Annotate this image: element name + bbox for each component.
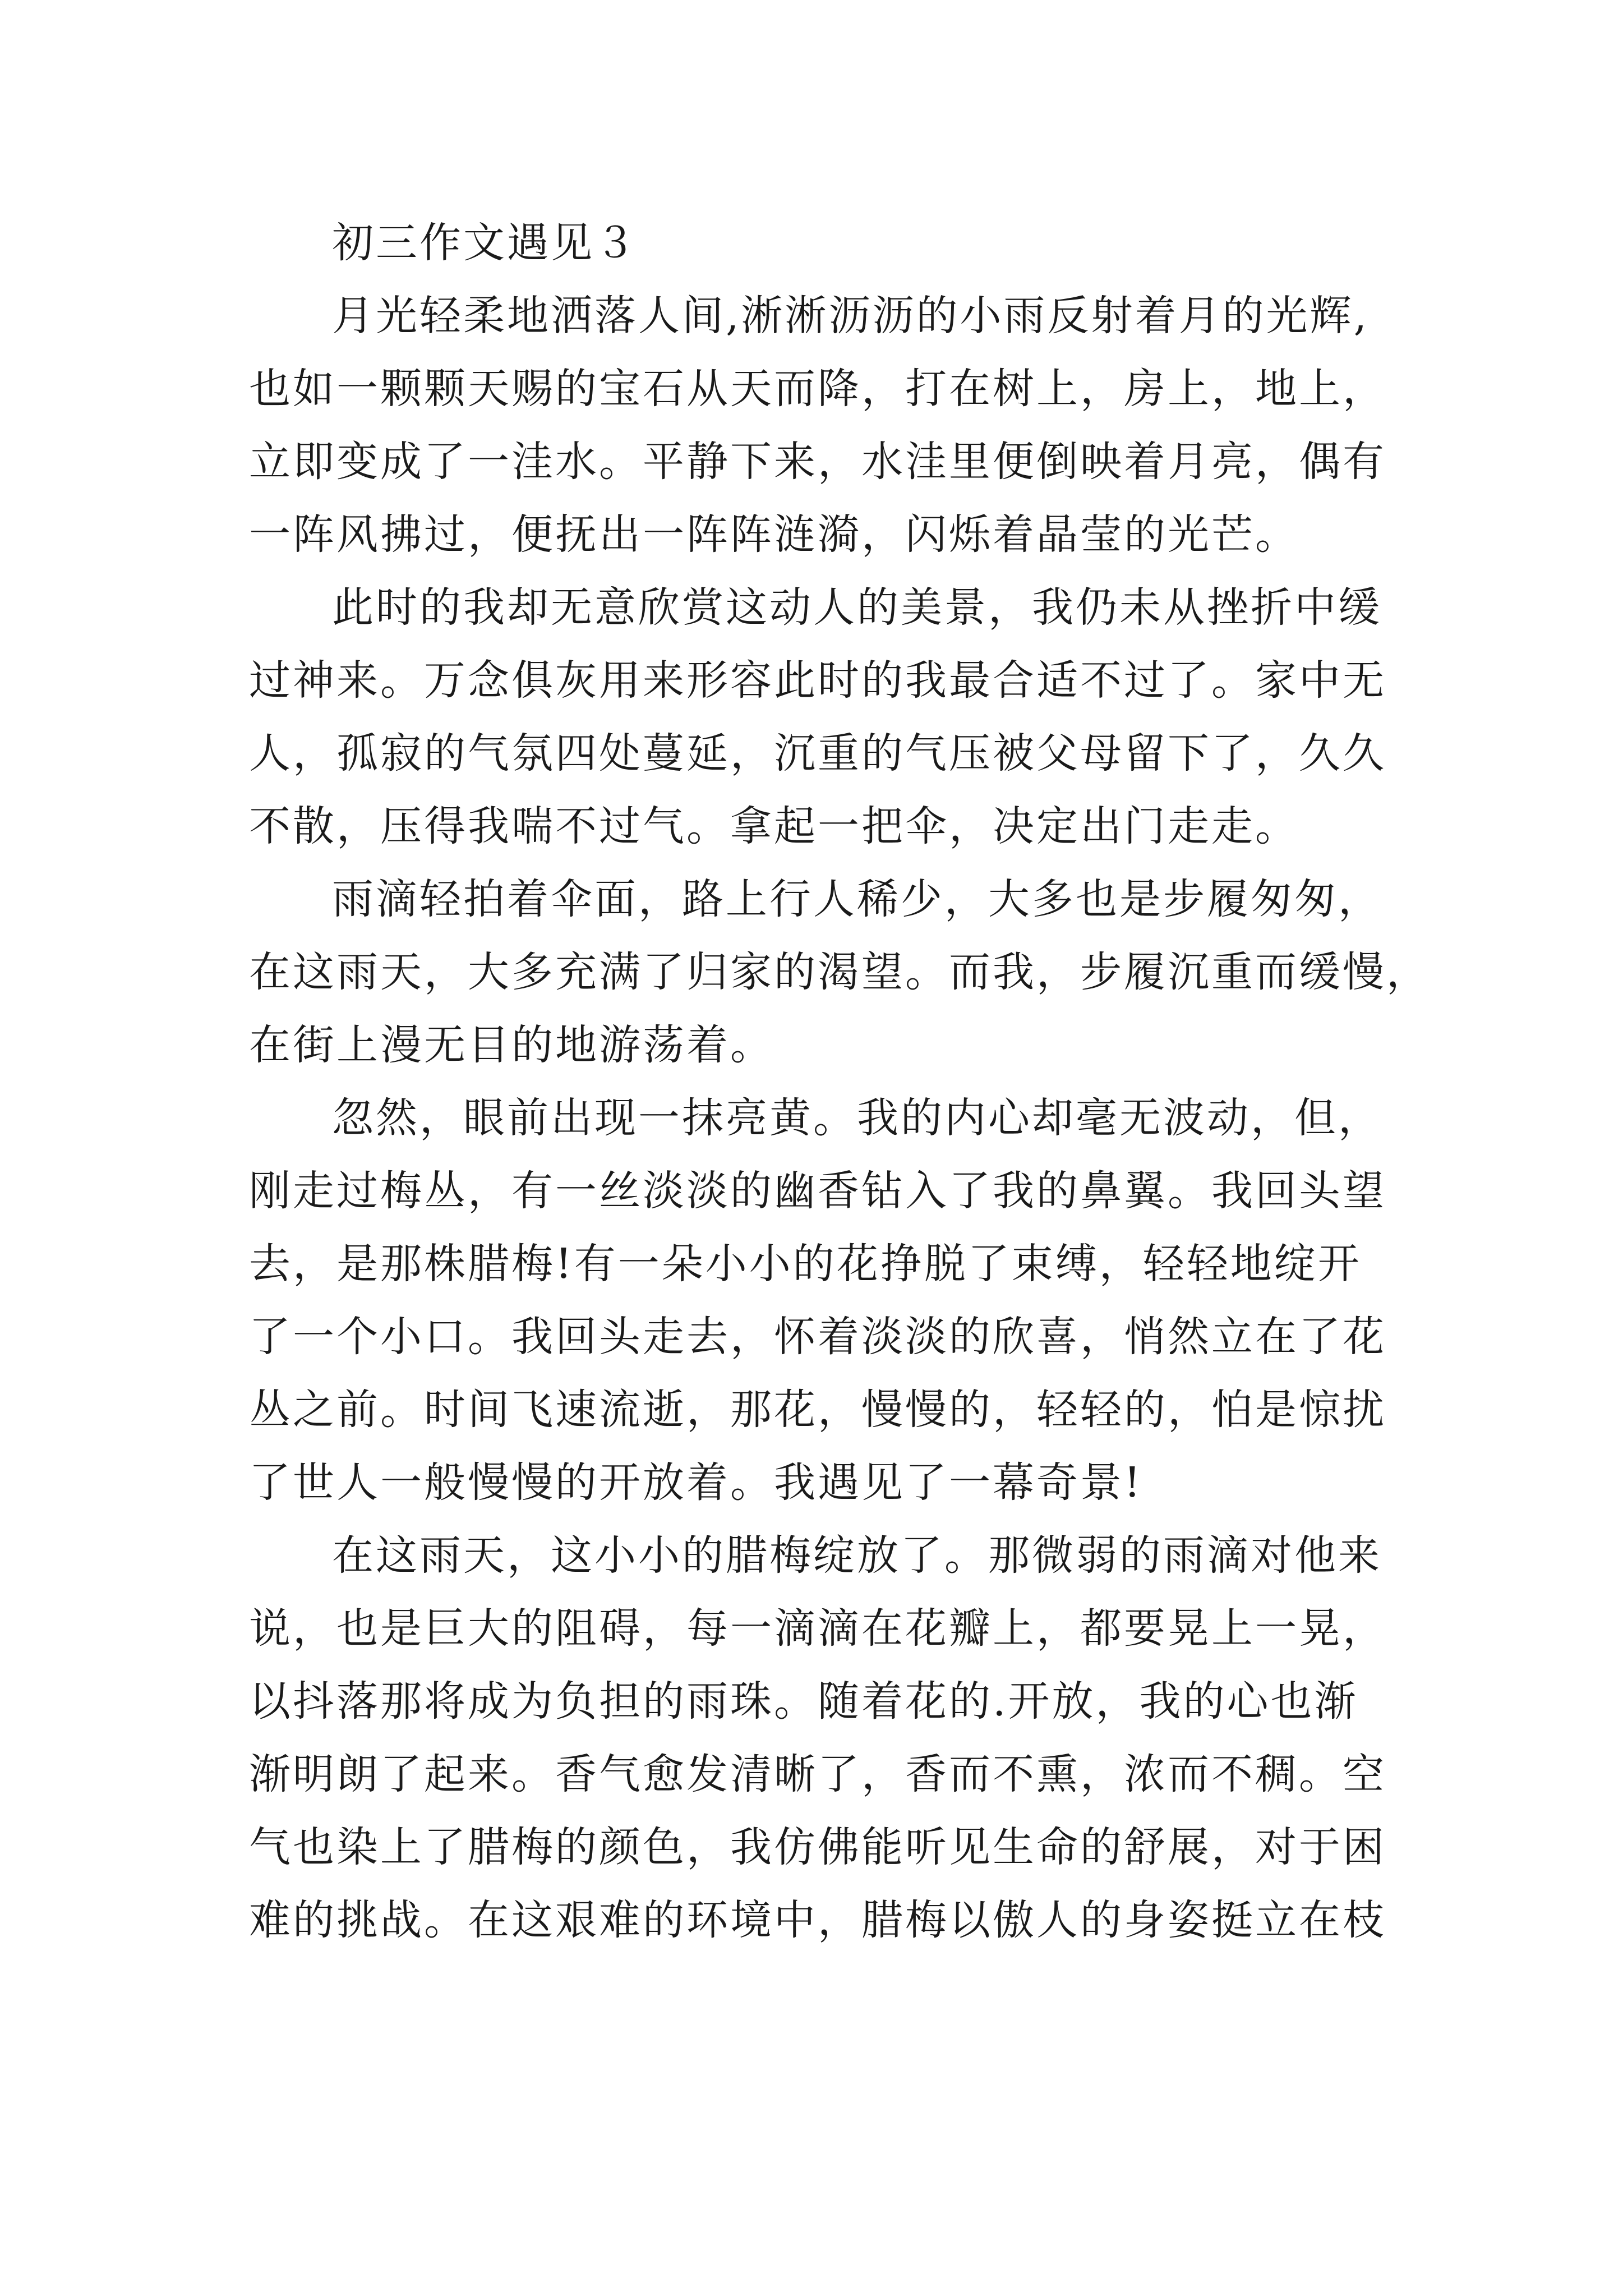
paragraph-line: 月光轻柔地洒落人间,淅淅沥沥的小雨反射着月的光辉, (332, 292, 1370, 340)
paragraph-line: 不散，压得我喘不过气。拿起一把伞，决定出门走走。 (249, 802, 1299, 850)
paragraph (249, 1082, 1399, 1519)
paragraph-line: 了世人一般慢慢的开放着。我遇见了一幕奇景! (249, 1458, 1143, 1507)
paragraph-line: 人，孤寂的气氛四处蔓延，沉重的气压被父母留下了，久久 (249, 729, 1386, 777)
paragraph-line: 雨滴轻拍着伞面，路上行人稀少，大多也是步履匆匆， (332, 875, 1382, 923)
paragraph-line: 以抖落那将成为负担的雨珠。随着花的.开放，我的心也渐 (249, 1677, 1358, 1726)
paragraph-line: 丛之前。时间飞速流逝，那花，慢慢的，轻轻的，怕是惊扰 (249, 1386, 1386, 1434)
paragraph (249, 1519, 1399, 1957)
paragraph-line: 在这雨天，这小小的腊梅绽放了。那微弱的雨滴对他来 (332, 1531, 1382, 1580)
paragraph-line: 说，也是巨大的阻碍，每一滴滴在花瓣上，都要晃上一晃， (249, 1604, 1386, 1653)
paragraph-line: 刚走过梅丛，有一丝淡淡的幽香钻入了我的鼻翼。我回头望 (249, 1167, 1386, 1215)
essay-title: 初三作文遇见３ (332, 219, 638, 267)
paragraph-line: 气也染上了腊梅的颜色，我仿佛能听见生命的舒展，对于困 (249, 1823, 1386, 1871)
paragraph-line: 在这雨天，大多充满了归家的渴望。而我，步履沉重而缓慢， (249, 948, 1430, 996)
paragraph-line: 也如一颗颗天赐的宝石从天而降，打在树上，房上，地上， (249, 365, 1386, 413)
paragraph-line: 渐明朗了起来。香气愈发清晰了，香而不熏，浓而不稠。空 (249, 1750, 1386, 1798)
paragraph-line: 一阵风拂过，便抚出一阵阵涟漪，闪烁着晶莹的光芒。 (249, 510, 1299, 559)
paragraph (249, 279, 1399, 571)
paragraph (249, 571, 1399, 863)
paragraph (249, 863, 1430, 1082)
paragraph-line: 了一个小口。我回头走去，怀着淡淡的欣喜，悄然立在了花 (249, 1313, 1386, 1361)
paragraph-line: 忽然，眼前出现一抹亮黄。我的内心却毫无波动，但， (332, 1094, 1382, 1142)
paragraph-line: 去，是那株腊梅!有一朵小小的花挣脱了束缚，轻轻地绽开 (249, 1240, 1362, 1288)
paragraph-line: 立即变成了一洼水。平静下来，水洼里便倒映着月亮，偶有 (249, 438, 1386, 486)
essay-body (249, 206, 1430, 1957)
paragraph-line: 此时的我却无意欣赏这动人的美景，我仍未从挫折中缓 (332, 583, 1382, 632)
paragraph-line: 难的挑战。在这艰难的环境中，腊梅以傲人的身姿挺立在枝 (249, 1896, 1386, 1944)
paragraph-line: 在街上漫无目的地游荡着。 (249, 1021, 774, 1069)
paragraph-line: 过神来。万念俱灰用来形容此时的我最合适不过了。家中无 (249, 656, 1386, 705)
